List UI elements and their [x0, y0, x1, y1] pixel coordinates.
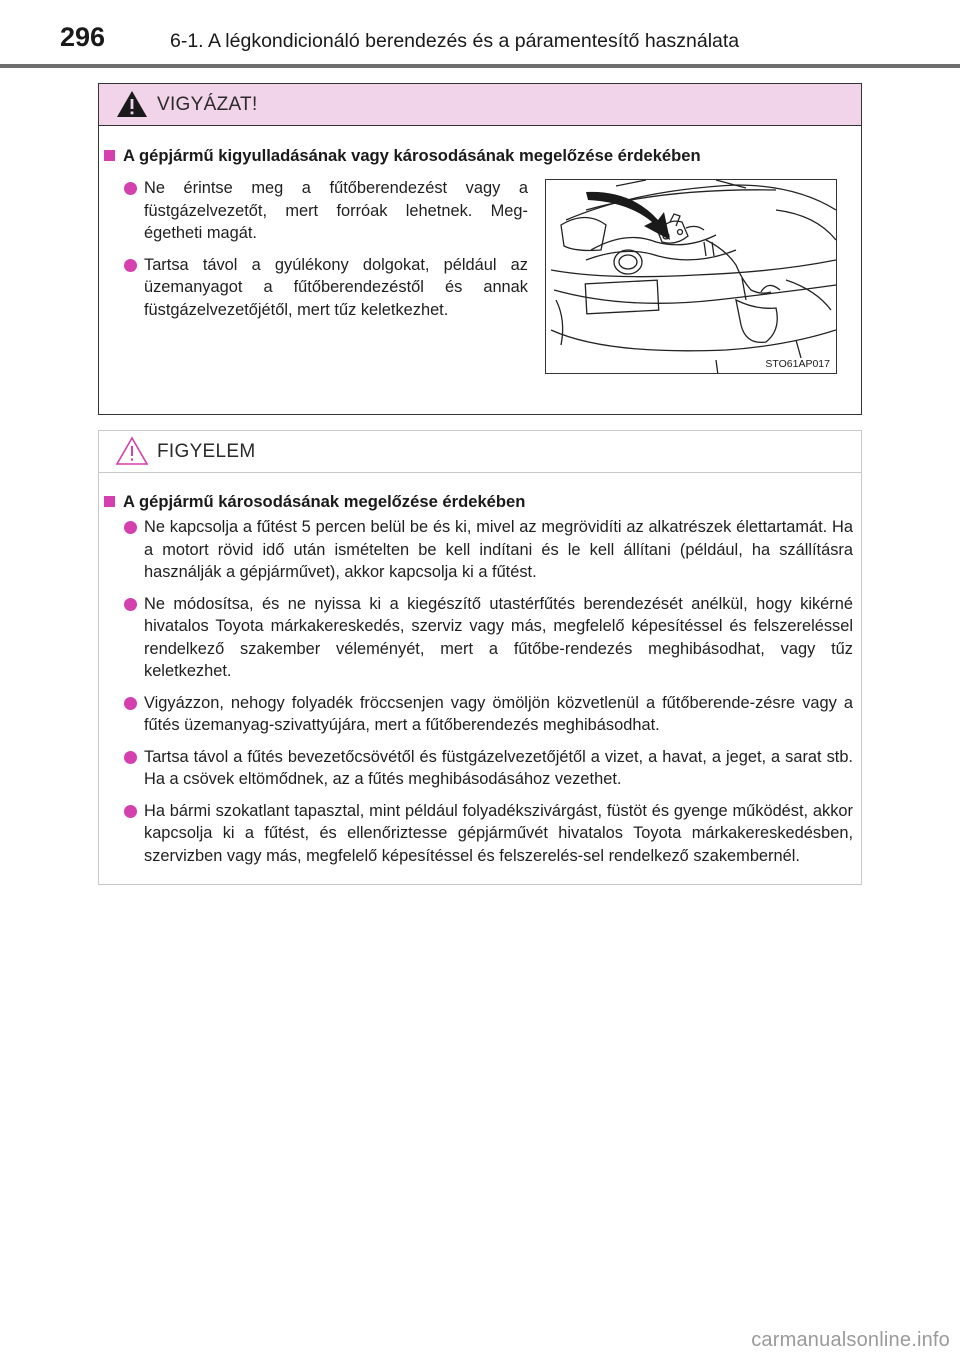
car-front-illustration [546, 180, 837, 374]
bullet-dot-icon [124, 259, 137, 272]
list-item: Vigyázzon, nehogy folyadék fröccsenjen vagy ömöljön közvetlenül a fűtőberende-zésre vagy a fűtés üzemanyag-szivattyújára, mert a fűtőberendezés meghibásodhat. [124, 692, 853, 737]
warning-section-title-text: A gépjármű kigyulladásának vagy károsodásának megelőzése érdekében [123, 146, 701, 165]
list-item: Ha bármi szokatlant tapasztal, mint például folyadékszivárgást, füstöt és gyenge működést, akkor kapcsolja ki a fűtést, és ellenőriztesse gépjárművét hivatalos Toyota márkakereskedésben, szervizben vagy más, megfelelő képesítéssel és felszerelés-sel rendelkező szakembernél. [124, 800, 853, 868]
bullet-dot-icon [124, 805, 137, 818]
warning-label: VIGYÁZAT! [157, 94, 258, 115]
bullet-dot-icon [124, 521, 137, 534]
bullet-dot-icon [124, 751, 137, 764]
section-square-icon [104, 496, 115, 507]
caution-section-title-text: A gépjármű károsodásának megelőzése érdekében [123, 492, 526, 511]
list-item: Ne módosítsa, és ne nyissa ki a kiegészítő utastérfűtés berendezését anélkül, hogy kikérné hivatalos Toyota márkakereskedés, szerviz vagy más, megfelelő képesítéssel és felszereléssel rendelkező szakember véleményét, mert a fűtőbe-rendezés meghibásodhat, vagy tűz keletkezhet. [124, 593, 853, 683]
warning-bullet-list [124, 177, 528, 330]
bullet-dot-icon [124, 182, 137, 195]
watermark: carmanualsonline.info [751, 1329, 950, 1351]
caution-bullet-list [124, 516, 853, 876]
page-number: 296 [60, 22, 106, 52]
chapter-title: 6-1. A légkondicionáló berendezés és a páramentesítő használata [170, 30, 740, 52]
list-item: Tartsa távol a gyúlékony dolgokat, például az üzemanyagot a fűtőberendezéstől és annak füstgázelvezetőjétől, mert tűz keletkezhet. [124, 254, 528, 322]
warning-section-title [104, 146, 701, 166]
header-rule [0, 64, 960, 68]
list-item: Ne érintse meg a fűtőberendezést vagy a füstgázelvezetőt, mert forróak lehetnek. Meg-égetheti magát. [124, 177, 528, 245]
page-header [0, 0, 960, 70]
list-item: Ne kapcsolja a fűtést 5 percen belül be és ki, mivel az megrövidíti az alkatrészek élettartamát. Ha a motort rövid idő után ismételten be kell indítani és le kell állítani (például, ha szállításra használják a gépjárművet), akkor kapcsolja ki a fűtést. [124, 516, 853, 584]
caution-label: FIGYELEM [157, 441, 256, 462]
warning-triangle-icon [115, 89, 149, 119]
bullet-dot-icon [124, 598, 137, 611]
bullet-dot-icon [124, 697, 137, 710]
caution-section-title [104, 492, 525, 512]
warning-header [99, 84, 861, 126]
figure-code: STO61AP017 [765, 358, 830, 370]
heater-exhaust-figure [545, 179, 837, 374]
section-square-icon [104, 150, 115, 161]
list-item: Tartsa távol a fűtés bevezetőcsövétől és füstgázelvezetőjétől a vizet, a havat, a jeget, a sarat stb. Ha a csövek eltömődnek, az a fűtés meghibásodásához vezethet. [124, 746, 853, 791]
caution-triangle-icon [115, 436, 149, 466]
caution-header [99, 431, 861, 473]
